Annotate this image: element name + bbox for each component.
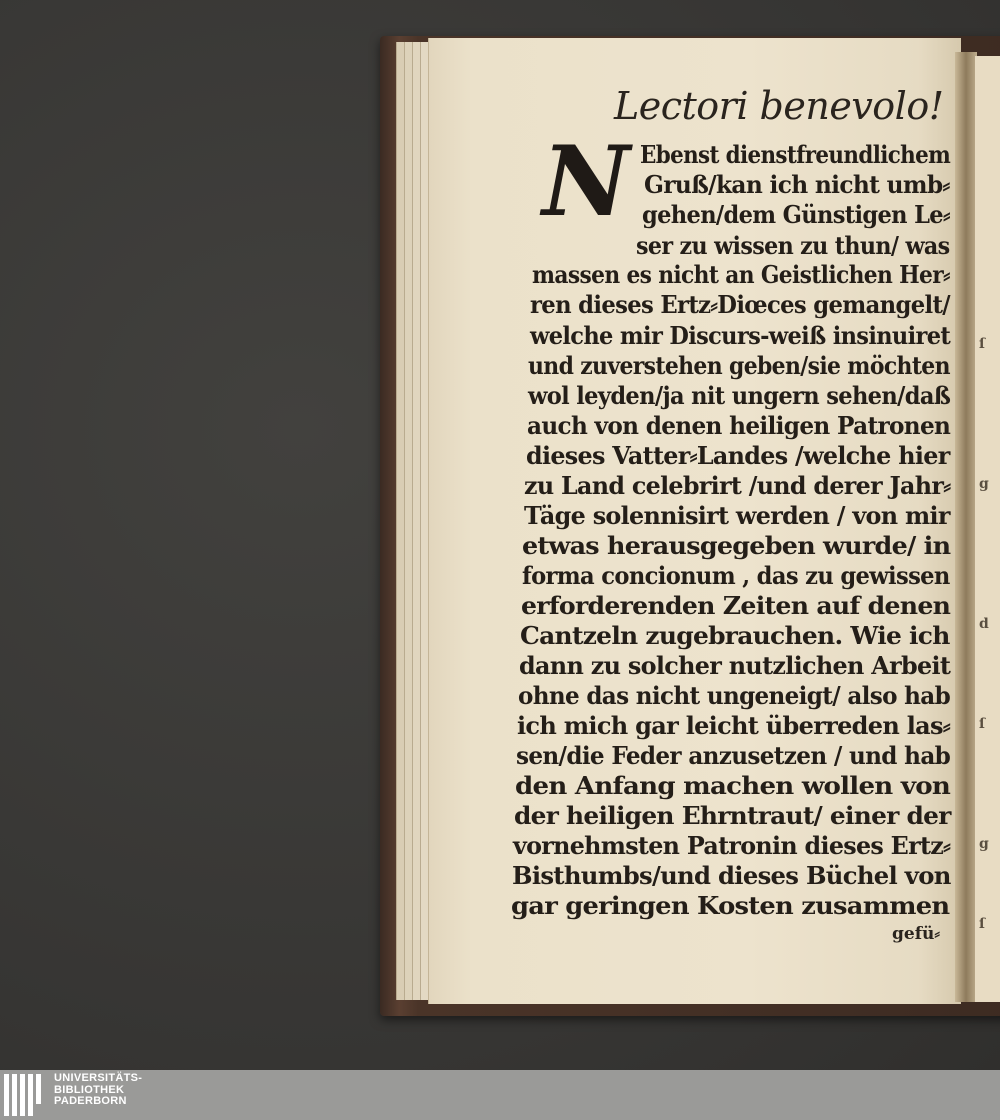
text-line: dieses Vatter⸗Landes /welche hier xyxy=(526,441,950,470)
book-gutter xyxy=(955,52,977,1002)
text-line: ser zu wissen zu thun/ was xyxy=(636,231,950,260)
facing-page-edge xyxy=(975,56,1000,1002)
text-line: sen/die Feder anzusetzen / und hab xyxy=(516,741,951,770)
library-name-line: BIBLIOTHEK xyxy=(54,1083,125,1096)
text-line: der heiligen Ehrntraut/ einer der xyxy=(514,801,951,830)
text-line: gar geringen Kosten zusammen xyxy=(511,891,950,920)
text-line: gehen/dem Günstigen Le⸗ xyxy=(642,200,950,229)
facing-page-letter: g xyxy=(979,476,989,492)
text-line: Gruß/kan ich nicht umb⸗ xyxy=(644,170,950,199)
library-name-line: PADERBORN xyxy=(54,1095,127,1107)
text-line: etwas herausgegeben wurde/ in xyxy=(522,531,951,560)
text-line: dann zu solcher nutzlichen Arbeit xyxy=(519,651,951,680)
text-line: erforderenden Zeiten auf denen xyxy=(521,591,951,620)
text-line: vornehmsten Patronin dieses Ertz⸗ xyxy=(513,831,951,860)
text-line: Cantzeln zugebrauchen. Wie ich xyxy=(520,621,950,650)
text-line: ohne das nicht ungeneigt/ also hab xyxy=(518,681,951,710)
text-line: Bisthumbs/und dieses Büchel von xyxy=(512,861,951,890)
facing-page-letter: g xyxy=(979,836,989,852)
library-name-line: UNIVERSITÄTS- xyxy=(54,1072,143,1084)
library-name xyxy=(54,1073,142,1108)
catchword: gefü⸗ xyxy=(892,924,941,944)
facing-page-letter: ſ xyxy=(979,336,986,352)
facing-page-letter: ſ xyxy=(979,716,986,732)
facing-page-letter: ſ xyxy=(979,916,986,932)
page-heading: Lectori benevolo! xyxy=(614,84,944,128)
text-line: Ebenst dienstfreundlichem xyxy=(640,140,951,169)
text-line: forma concionum , das zu gewissen xyxy=(522,561,950,590)
text-line: auch von denen heiligen Patronen xyxy=(527,411,951,440)
facing-page-letter: d xyxy=(979,616,989,632)
text-line: den Anfang machen wollen von xyxy=(515,771,951,800)
library-footer xyxy=(0,1070,1000,1120)
text-line: zu Land celebrirt /und derer Jahr⸗ xyxy=(524,471,951,500)
library-logo-icon xyxy=(4,1074,48,1116)
text-line: welche mir Discurs-weiß insinuiret xyxy=(530,321,951,350)
text-line: wol leyden/ja nit ungern sehen/daß xyxy=(528,381,951,410)
decorated-initial: N xyxy=(542,125,630,238)
text-line: massen es nicht an Geistlichen Her⸗ xyxy=(532,260,950,289)
text-line: Täge solennisirt werden / von mir xyxy=(524,501,950,530)
text-line: und zuverstehen geben/sie möchten xyxy=(528,351,950,380)
text-line: ren dieses Ertz⸗Diœces gemangelt/ xyxy=(530,290,950,319)
text-line: ich mich gar leicht überreden las⸗ xyxy=(517,711,951,740)
